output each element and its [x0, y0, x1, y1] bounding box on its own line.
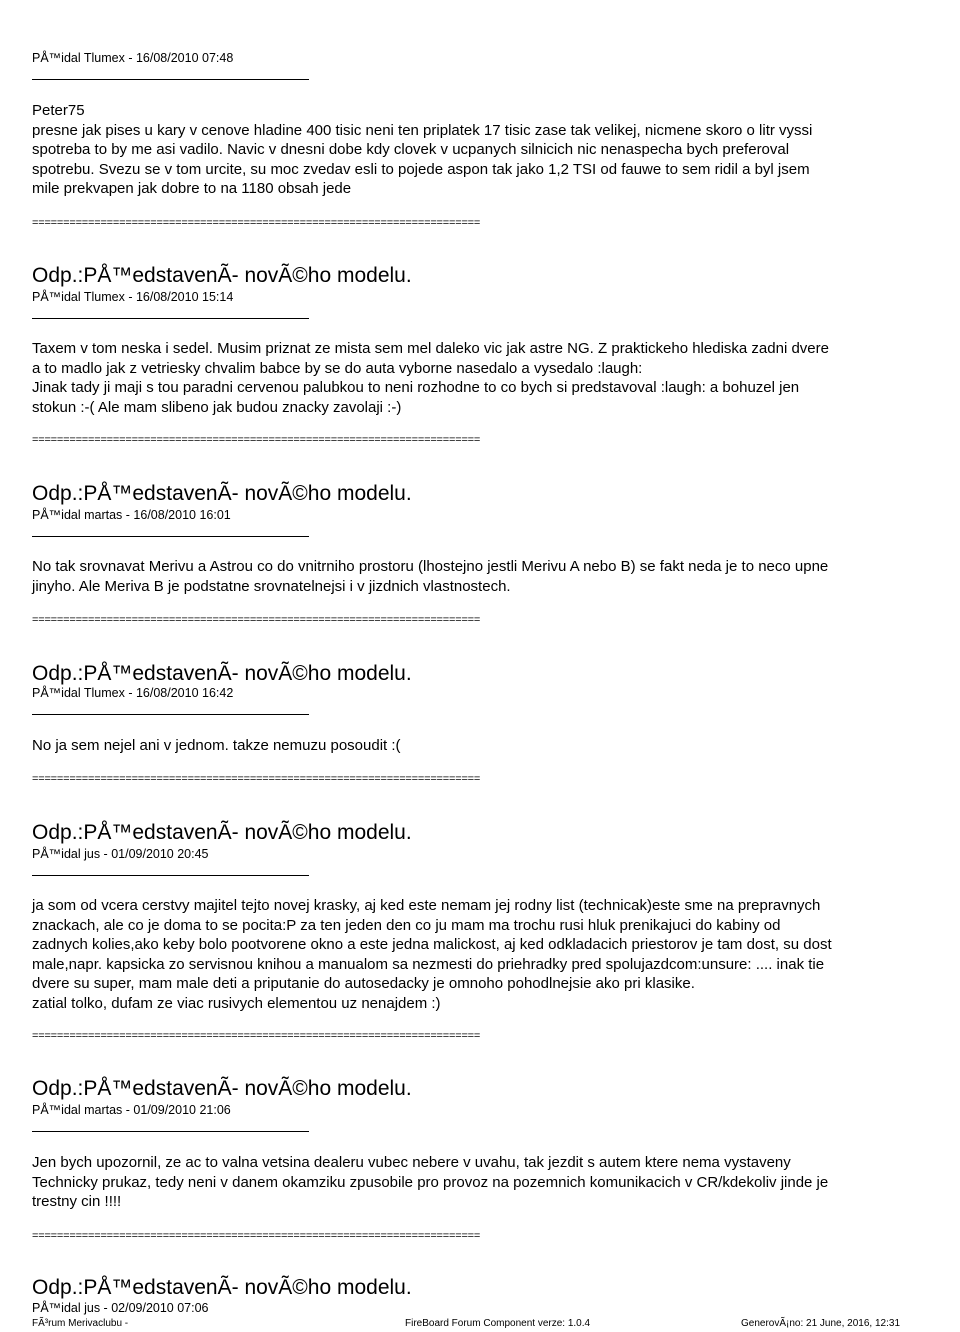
- post-line: mile prekvapen jak dobre to na 1180 obsah jede: [32, 180, 352, 197]
- post-body: [32, 896, 932, 1013]
- post-line: spotrebu. Svezu se v tom urcite, su moc zvedav esli to pojede aspon tak jako 1,2 TSI od fauwe to sem ridil a byl jsem: [32, 160, 810, 178]
- post-line: Jen bych upozornil, ze ac to valna vetsina dealeru vubec nebere v uvahu, tak jezdit s autem ktere nema vystaveny: [32, 1154, 791, 1171]
- post-title: Odp.:PÅ™edstavenÃ- novÃ©ho modelu.: [32, 264, 412, 287]
- meta-rule: [32, 875, 309, 876]
- post-line: zatial tolko, dufam ze viac rusivych elementou uz nenajdem :): [32, 994, 441, 1012]
- separator-line: ========================================================================: [32, 614, 481, 626]
- post-body: [32, 736, 932, 756]
- post-body: [32, 1153, 932, 1212]
- post-title: Odp.:PÅ™edstavenÃ- novÃ©ho modelu.: [32, 662, 412, 685]
- footer-site-name: FÃ³rum Merivaclubu -: [32, 1318, 129, 1329]
- separator-line: ========================================================================: [32, 1230, 481, 1242]
- meta-rule: [32, 318, 309, 319]
- post-body: [32, 101, 932, 199]
- post-meta: PÅ™idal Tlumex - 16/08/2010 15:14: [32, 290, 234, 304]
- post-meta: PÅ™idal jus - 02/09/2010 07:06: [32, 1301, 209, 1315]
- post-line: No tak srovnavat Merivu a Astrou co do vnitrniho prostoru (lhostejno jestli Merivu A nebo B) se fakt neda je to neco upne: [32, 558, 829, 575]
- post-line: zadnych kolies,ako keby bolo pootvorene okno a este jedna malickost, aj ked odkladacich priestorov je tam dost, su dost: [32, 936, 832, 953]
- post-meta: PÅ™idal martas - 16/08/2010 16:01: [32, 508, 231, 522]
- post-line: presne jak pises u kary v cenove hladine 400 tisic neni ten priplatek 17 tisic zase tak velikej, nicmene skoro o litr vyssi: [32, 121, 813, 139]
- post-title: Odp.:PÅ™edstavenÃ- novÃ©ho modelu.: [32, 1276, 412, 1299]
- post-line: jinyho. Ale Meriva B je podstatne srovnatelnejsi i v jizdnich vlastnostech.: [32, 577, 511, 595]
- meta-rule: [32, 714, 309, 715]
- footer-generated-date: GenerovÃ¡no: 21 June, 2016, 12:31: [741, 1318, 901, 1329]
- post-line: Jinak tady ji maji s tou paradni cervenou palubkou to neni rozhodne to co bych si predstavoval :laugh: a bohuzel jen: [32, 379, 800, 396]
- post-line: spotreba to by me asi vadilo. Navic v dnesni dobe kdy clovek v ucpanych silnicich nic nenaspecha bych preferoval: [32, 141, 790, 158]
- post-line: Peter75: [32, 102, 85, 119]
- post-line: Taxem v tom neska i sedel. Musim priznat ze mista sem mel daleko vic jak astre NG. Z praktickeho hlediska zadni dvere: [32, 340, 829, 357]
- post-meta: PÅ™idal martas - 01/09/2010 21:06: [32, 1103, 231, 1117]
- post-line: No ja sem nejel ani v jednom. takze nemuzu posoudit :(: [32, 737, 401, 754]
- post-line: stokun :-( Ale mam slibeno jak budou znacky zavolaji :-): [32, 398, 402, 416]
- meta-rule: [32, 79, 309, 80]
- post-title: Odp.:PÅ™edstavenÃ- novÃ©ho modelu.: [32, 821, 412, 844]
- post-body: [32, 339, 932, 417]
- post-line: znackach, ale co je doma to se pocita:P za ten jeden den co ju mam ma trochu rusi hluk prenikajuci do kabiny od: [32, 916, 781, 934]
- post-body: [32, 557, 932, 596]
- separator-line: ========================================================================: [32, 773, 481, 785]
- footer-component-version: FireBoard Forum Component verze: 1.0.4: [405, 1318, 591, 1329]
- separator-line: ========================================================================: [32, 217, 481, 229]
- separator-line: ========================================================================: [32, 1030, 481, 1042]
- post-line: male,napr. kapsicka zo servisnou knihou a manualom sa nezmesti do priehradky pred spolujazdcom:unsure: .... inak tie: [32, 955, 825, 973]
- meta-rule: [32, 536, 309, 537]
- post-title: Odp.:PÅ™edstavenÃ- novÃ©ho modelu.: [32, 1077, 412, 1100]
- post-meta: PÅ™idal jus - 01/09/2010 20:45: [32, 847, 209, 861]
- post-line: ja som od vcera cerstvy majitel tejto novej krasky, aj ked este nemam jej rodny list (technicak)este sme na prepravnych: [32, 897, 821, 914]
- post-title: Odp.:PÅ™edstavenÃ- novÃ©ho modelu.: [32, 482, 412, 505]
- post-line: a to madlo jak z vetriesky chvalim babce by se do auta vyborne nasedalo a vysedalo :laugh:: [32, 359, 643, 377]
- post-meta: PÅ™idal Tlumex - 16/08/2010 16:42: [32, 686, 234, 700]
- post-line: Technicky prukaz, tedy neni v danem okamziku zpusobile pro provoz na pozemnich komunikacich v CR/kdekoliv jinde je: [32, 1173, 829, 1191]
- post-meta: PÅ™idal Tlumex - 16/08/2010 07:48: [32, 51, 234, 65]
- post-line: trestny cin !!!!: [32, 1193, 122, 1210]
- separator-line: ========================================================================: [32, 434, 481, 446]
- post-line: dvere su super, mam male deti a priputanie do autosedacky je omnoho pohodlnejsie ako pri klasike.: [32, 975, 695, 992]
- meta-rule: [32, 1131, 309, 1132]
